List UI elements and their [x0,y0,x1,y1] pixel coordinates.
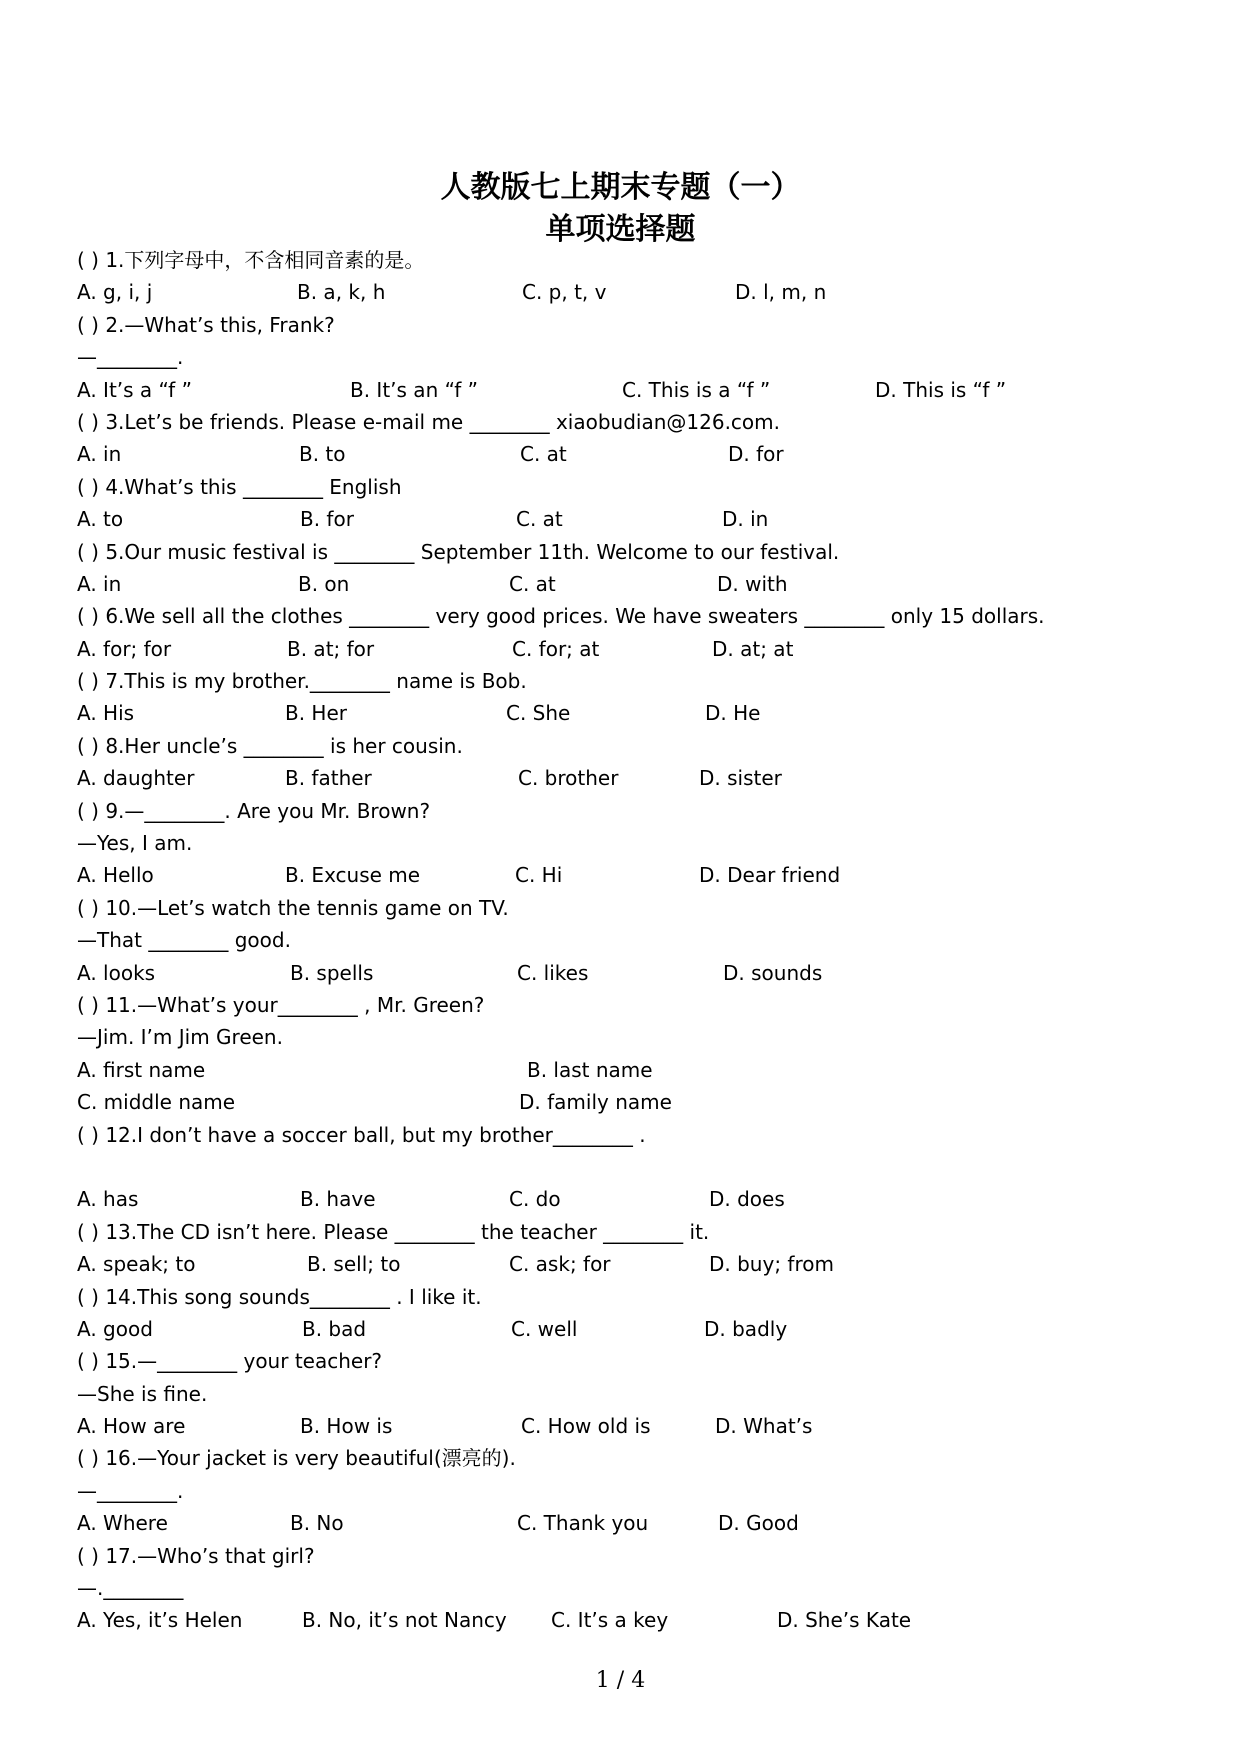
question-options-15 [77,1410,1177,1442]
option-b: B. It’s an “f ” [350,377,479,402]
question-stem-12 [77,1119,1177,1184]
option-a: A. How are [77,1414,186,1439]
question-stem-4: ( ) 4.What’s this ________ English [77,474,402,499]
option-a: A. speak; to [77,1252,196,1277]
option-b: B. Excuse me [285,863,421,888]
option-a: A. good [77,1316,153,1341]
question-options-8 [77,762,1177,794]
option-a: A. His [77,701,135,726]
option-d: D. buy; from [709,1252,834,1277]
option-d: D. Good [718,1511,799,1536]
question-answer-line-16: —________. [77,1478,184,1503]
question-answer-line-17: —.________ [77,1576,184,1601]
option-d: D. does [709,1187,785,1212]
option-d: D. in [722,507,769,532]
option-b: B. at; for [287,636,375,661]
option-b: B. spells [290,960,374,985]
question-options-5 [77,568,1177,600]
option-d: D. She’s Kate [777,1608,912,1633]
option-a: A. daughter [77,766,195,791]
question-options-11-row2 [77,1086,1177,1118]
question-stem-9: ( ) 9.—________. Are you Mr. Brown? [77,798,431,823]
question-options-17 [77,1604,1177,1636]
option-a: A. looks [77,960,156,985]
option-b: B. a, k, h [297,280,386,305]
option-b: B. to [299,442,346,467]
option-d: D. sounds [723,960,823,985]
option-d: D. l, m, n [735,280,827,305]
option-d: D. family name [519,1090,672,1115]
question-answer-line-2: —________. [77,345,184,370]
question-stem-14: ( ) 14.This song sounds________ . I like it. [77,1284,482,1309]
option-d: D. with [717,571,788,596]
option-b: B. for [300,507,354,532]
option-b: B. on [298,571,350,596]
option-a: A. first name [77,1057,206,1082]
question-options-1 [77,276,1177,308]
option-c: C. It’s a key [551,1608,669,1633]
option-c: C. at [516,507,563,532]
question-options-6 [77,633,1177,665]
question-stem-8: ( ) 8.Her uncle’s ________ is her cousin. [77,733,463,758]
question-stem-3: ( ) 3.Let’s be friends. Please e-mail me ________ xiaobudian@126.com. [77,409,780,434]
question-options-11-row1 [77,1054,1177,1086]
option-a: A. has [77,1187,139,1212]
question-options-13 [77,1248,1177,1280]
question-options-16 [77,1507,1177,1539]
question-options-12 [77,1183,1177,1215]
question-stem-5: ( ) 5.Our music festival is ________ September 11th. Welcome to our festival. [77,539,840,564]
question-options-4 [77,503,1177,535]
option-a: A. in [77,442,122,467]
option-c: C. brother [518,766,619,791]
question-options-10 [77,957,1177,989]
option-c: C. This is a “f ” [622,377,771,402]
option-c: C. ask; for [509,1252,611,1277]
option-b: B. bad [302,1316,367,1341]
question-options-9 [77,859,1177,891]
question-answer-line-11: —Jim. I’m Jim Green. [77,1025,283,1050]
option-d: D. What’s [715,1414,813,1439]
option-a: A. g, i, j [77,280,153,305]
option-c: C. She [506,701,571,726]
option-b: B. last name [527,1057,653,1082]
question-stem-15: ( ) 15.—________ your teacher? [77,1349,383,1374]
option-b: B. How is [300,1414,393,1439]
option-d: D. badly [704,1316,788,1341]
question-options-2 [77,374,1177,406]
option-d: D. This is “f ” [875,377,1007,402]
option-b: B. have [300,1187,376,1212]
option-b: B. Her [285,701,348,726]
option-d: D. He [705,701,761,726]
option-c: C. likes [517,960,589,985]
question-stem-11: ( ) 11.—What’s your________ , Mr. Green? [77,992,485,1017]
question-options-7 [77,697,1177,729]
option-c: C. at [520,442,567,467]
option-c: C. Hi [515,863,563,888]
option-a: A. for; for [77,636,172,661]
option-a: A. It’s a “f ” [77,377,192,402]
option-d: D. for [728,442,784,467]
page-title: 人教版七上期末专题（一） [440,170,801,205]
question-stem-1: ( ) 1.下列字母中，不含相同音素的是。 [77,248,425,272]
option-c: C. do [509,1187,561,1212]
question-answer-line-10: —That ________ good. [77,928,291,953]
question-stem-7: ( ) 7.This is my brother.________ name is Bob. [77,669,527,694]
option-a: A. Where [77,1511,168,1536]
option-b: B. No [290,1511,344,1536]
option-b: B. sell; to [307,1252,401,1277]
question-options-14 [77,1313,1177,1345]
page-number: 1 / 4 [595,1668,646,1693]
option-c: C. middle name [77,1090,236,1115]
option-c: C. for; at [512,636,600,661]
question-answer-line-15: —She is fine. [77,1381,208,1406]
option-a: A. Yes, it’s Helen [77,1608,243,1633]
question-stem-2: ( ) 2.—What’s this, Frank? [77,312,335,337]
question-stem-13: ( ) 13.The CD isn’t here. Please ________ the teacher ________ it. [77,1219,710,1244]
section-title: 单项选择题 [545,212,696,247]
question-list [77,244,1177,1637]
option-c: C. p, t, v [522,280,607,305]
option-a: A. to [77,507,124,532]
question-stem-6: ( ) 6.We sell all the clothes ________ very good prices. We have sweaters ________ only 15 dollars. [77,604,1045,629]
option-b: B. father [285,766,372,791]
option-c: C. at [509,571,556,596]
option-d: D. sister [699,766,782,791]
option-c: C. Thank you [517,1511,649,1536]
question-stem-12-text: ( ) 12.I don’t have a soccer ball, but my brother________ . [77,1122,646,1147]
question-answer-line-9: —Yes, I am. [77,831,193,856]
option-c: C. well [511,1316,578,1341]
option-a: A. in [77,571,122,596]
question-stem-16: ( ) 16.—Your jacket is very beautiful(漂亮的). [77,1446,516,1471]
option-b: B. No, it’s not Nancy [302,1608,507,1633]
question-stem-10: ( ) 10.—Let’s watch the tennis game on TV. [77,895,509,920]
question-options-3 [77,438,1177,470]
option-c: C. How old is [521,1414,651,1439]
option-a: A. Hello [77,863,154,888]
option-d: D. at; at [712,636,794,661]
option-d: D. Dear friend [699,863,841,888]
question-stem-17: ( ) 17.—Who’s that girl? [77,1543,315,1568]
